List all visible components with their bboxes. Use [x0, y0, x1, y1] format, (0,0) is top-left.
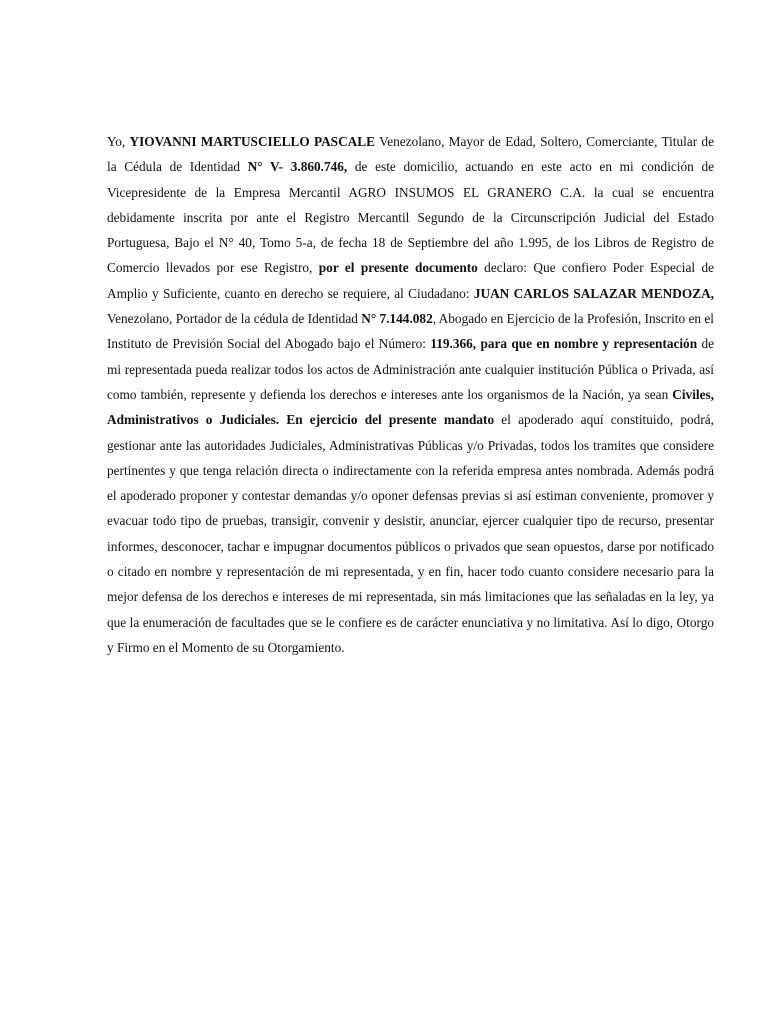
grantor-id-number: N° V- 3.860.746,	[247, 159, 348, 175]
grantor-name: YIOVANNI MARTUSCIELLO PASCALE	[129, 134, 376, 149]
text-run: de mi representada pueda realizar todos los actos de Administración ante cualquier institución Pública o Privada, así como también, represente y defienda los derechos e intereses ante los organismos de la Nación, ya sean	[107, 336, 714, 402]
text-run: el apoderado aquí constituido, podrá, gestionar ante las autoridades Judiciales, Administrativas Públicas y/o Privadas, todos los tramites que considere pertinentes y que tenga relación directa o indirectamente con la referida empresa antes nombrada. Además podrá el apoderado proponer y contestar demandas y/o oponer defensas previas si así estiman conveniente, promover y evacuar todo tipo de pruebas, transigir, convenir y desistir, anunciar, ejercer cualquier tipo de recurso, presentar informes, desconocer, tachar e impugnar documentos públicos o privados que sean opuestos, darse por notificado o citado en nombre y representación de mi representada, y en fin, hacer todo cuanto considere necesario para la mejor defensa de los derechos e intereses de mi representada, sin más limitaciones que las señaladas en la ley, ya que la enumeración de facultades que se le confiere es de carácter enunciativa y no limitativa. Así lo digo, Otorgo y Firmo en el Momento de su Otorgamiento.	[107, 412, 714, 655]
text-run: Venezolano, Mayor de Edad, Soltero, Comerciante, Titular de la Cédula de Identidad	[107, 134, 714, 175]
text-run: Venezolano, Portador de la cédula de Identidad	[107, 311, 362, 327]
attorney-name: JUAN CARLOS SALAZAR MENDOZA,	[473, 285, 714, 301]
emphasis-text: por el presente documento	[318, 260, 478, 276]
attorney-id-number: N° 7.144.082	[361, 311, 433, 327]
attorney-registry-number: 119.366, para que en nombre y representación	[430, 336, 698, 352]
text-run: Yo,	[107, 134, 130, 149]
text-run: , Abogado en Ejercicio de la Profesión, Inscrito en el Instituto de Previsión Social del Abogado bajo el Número:	[107, 311, 714, 352]
power-of-attorney-paragraph	[107, 129, 714, 660]
emphasis-text: Civiles, Administrativos o Judiciales. En ejercicio del presente mandato	[107, 386, 714, 428]
text-run: declaro: Que confiero Poder Especial de Amplio y Suficiente, cuanto en derecho se requiere, al Ciudadano:	[107, 260, 714, 301]
text-run: de este domicilio, actuando en este acto en mi condición de Vicepresidente de la Empresa Mercantil AGRO INSUMOS EL GRANERO C.A. la cual se encuentra debidamente inscrita por ante el Registro Mercantil Segundo de la Circunscripción Judicial del Estado Portuguesa, Bajo el N° 40, Tomo 5-a, de fecha 18 de Septiembre del año 1.995, de los Libros de Registro de Comercio llevados por ese Registro,	[107, 159, 714, 276]
